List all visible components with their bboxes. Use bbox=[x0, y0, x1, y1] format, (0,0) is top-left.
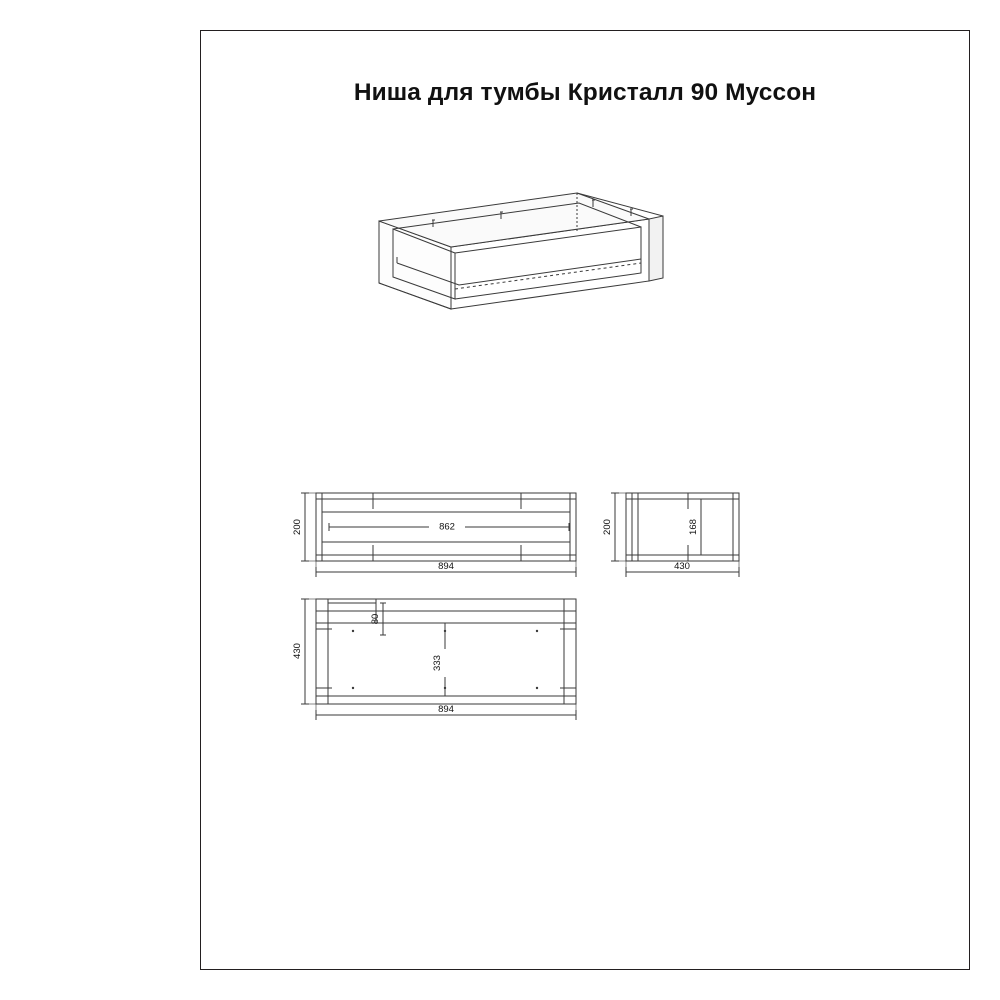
front-view-shelf-offset-label: 80 bbox=[370, 613, 381, 625]
side-view-outer-depth-label: 430 bbox=[674, 561, 690, 572]
page-title: Ниша для тумбы Кристалл 90 Муссон bbox=[353, 79, 817, 106]
technical-drawing bbox=[201, 31, 971, 971]
top-view-outer-width-label: 894 bbox=[438, 561, 454, 572]
isometric-view bbox=[379, 193, 663, 309]
side-view-inner-depth-label: 168 bbox=[688, 519, 699, 535]
top-view-depth-label: 200 bbox=[292, 519, 303, 535]
front-view-height-label: 430 bbox=[292, 643, 303, 659]
drawing-sheet bbox=[200, 30, 970, 970]
front-view-width-label: 894 bbox=[438, 704, 454, 715]
top-view-inner-width-label: 862 bbox=[439, 521, 455, 533]
front-view-mid-height-label: 333 bbox=[432, 655, 443, 671]
side-view-height-label: 200 bbox=[602, 519, 613, 535]
